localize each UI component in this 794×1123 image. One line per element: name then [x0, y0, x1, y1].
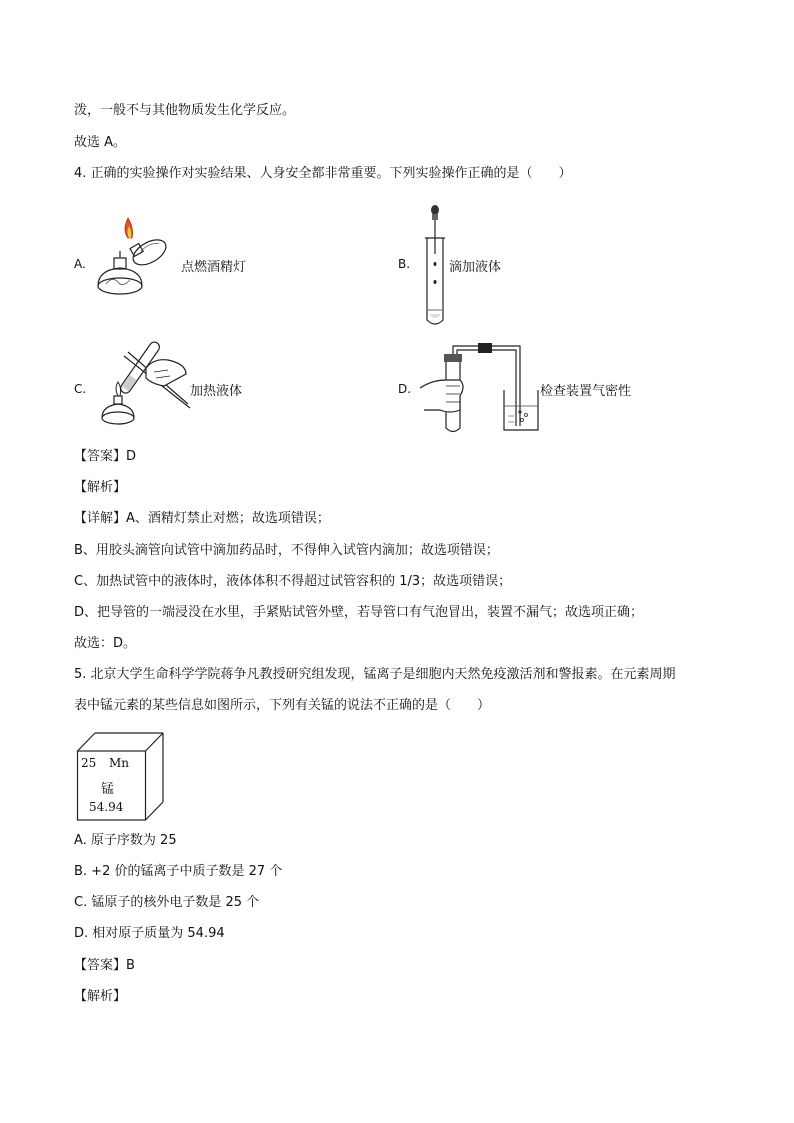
option-c-label: 加热液体 — [190, 384, 243, 399]
atomic-mass: 54.94 — [89, 800, 124, 814]
option-c-letter: C. — [74, 382, 87, 396]
option-5-d: D. 相对原子质量为 54.94 — [74, 926, 225, 941]
detail-line: 故选：D。 — [74, 636, 137, 651]
element-symbol: Mn — [109, 756, 130, 770]
option-5-b: B. +2 价的锰离子中质子数是 27 个 — [74, 864, 283, 879]
detail-line: B、用胶头滴管向试管中滴加药品时，不得伸入试管内滴加；故选项错误； — [74, 543, 499, 558]
alcohol-lamp-lighting-image — [92, 218, 182, 308]
airtightness-check-image — [420, 340, 540, 435]
option-d-label: 检查装置气密性 — [540, 384, 632, 399]
text-line: 故选 A。 — [74, 135, 127, 150]
option-5-a: A. 原子序数为 25 — [74, 833, 177, 848]
heating-liquid-image — [94, 338, 194, 430]
option-a-letter: A. — [74, 257, 86, 271]
text-line: 泼，一般不与其他物质发生化学反应。 — [74, 103, 296, 118]
answer-4: 【答案】D — [74, 449, 137, 464]
option-a-label: 点燃酒精灯 — [181, 260, 247, 275]
analysis-heading-4: 【解析】 — [74, 480, 127, 495]
detail-line: 【详解】A、酒精灯禁止对燃；故选项错误； — [74, 511, 330, 526]
dropper-test-tube-image — [420, 204, 450, 328]
answer-5: 【答案】B — [74, 958, 135, 973]
periodic-element-card — [77, 731, 165, 821]
analysis-heading-5: 【解析】 — [74, 989, 127, 1004]
option-b-label: 滴加液体 — [449, 260, 502, 275]
detail-line: D、把导管的一端浸没在水里，手紧贴试管外壁，若导管口有气泡冒出，装置不漏气；故选项正确； — [74, 605, 644, 620]
element-name: 锰 — [101, 782, 115, 797]
question-5-line-1: 5. 北京大学生命科学学院蒋争凡教授研究组发现，锰离子是细胞内天然免疫激活剂和警报素。在元素周期 — [74, 667, 676, 682]
atomic-number: 25 — [81, 756, 97, 770]
option-5-c: C. 锰原子的核外电子数是 25 个 — [74, 895, 260, 910]
option-b-letter: B. — [398, 257, 411, 271]
option-d-letter: D. — [398, 382, 412, 396]
question-5-line-2: 表中锰元素的某些信息如图所示，下列有关锰的说法不正确的是（ ） — [74, 698, 491, 713]
question-4: 4. 正确的实验操作对实验结果、人身安全都非常重要。下列实验操作正确的是（ ） — [74, 166, 572, 181]
detail-line: C、加热试管中的液体时，液体体积不得超过试管容积的 1/3；故选项错误； — [74, 574, 512, 589]
